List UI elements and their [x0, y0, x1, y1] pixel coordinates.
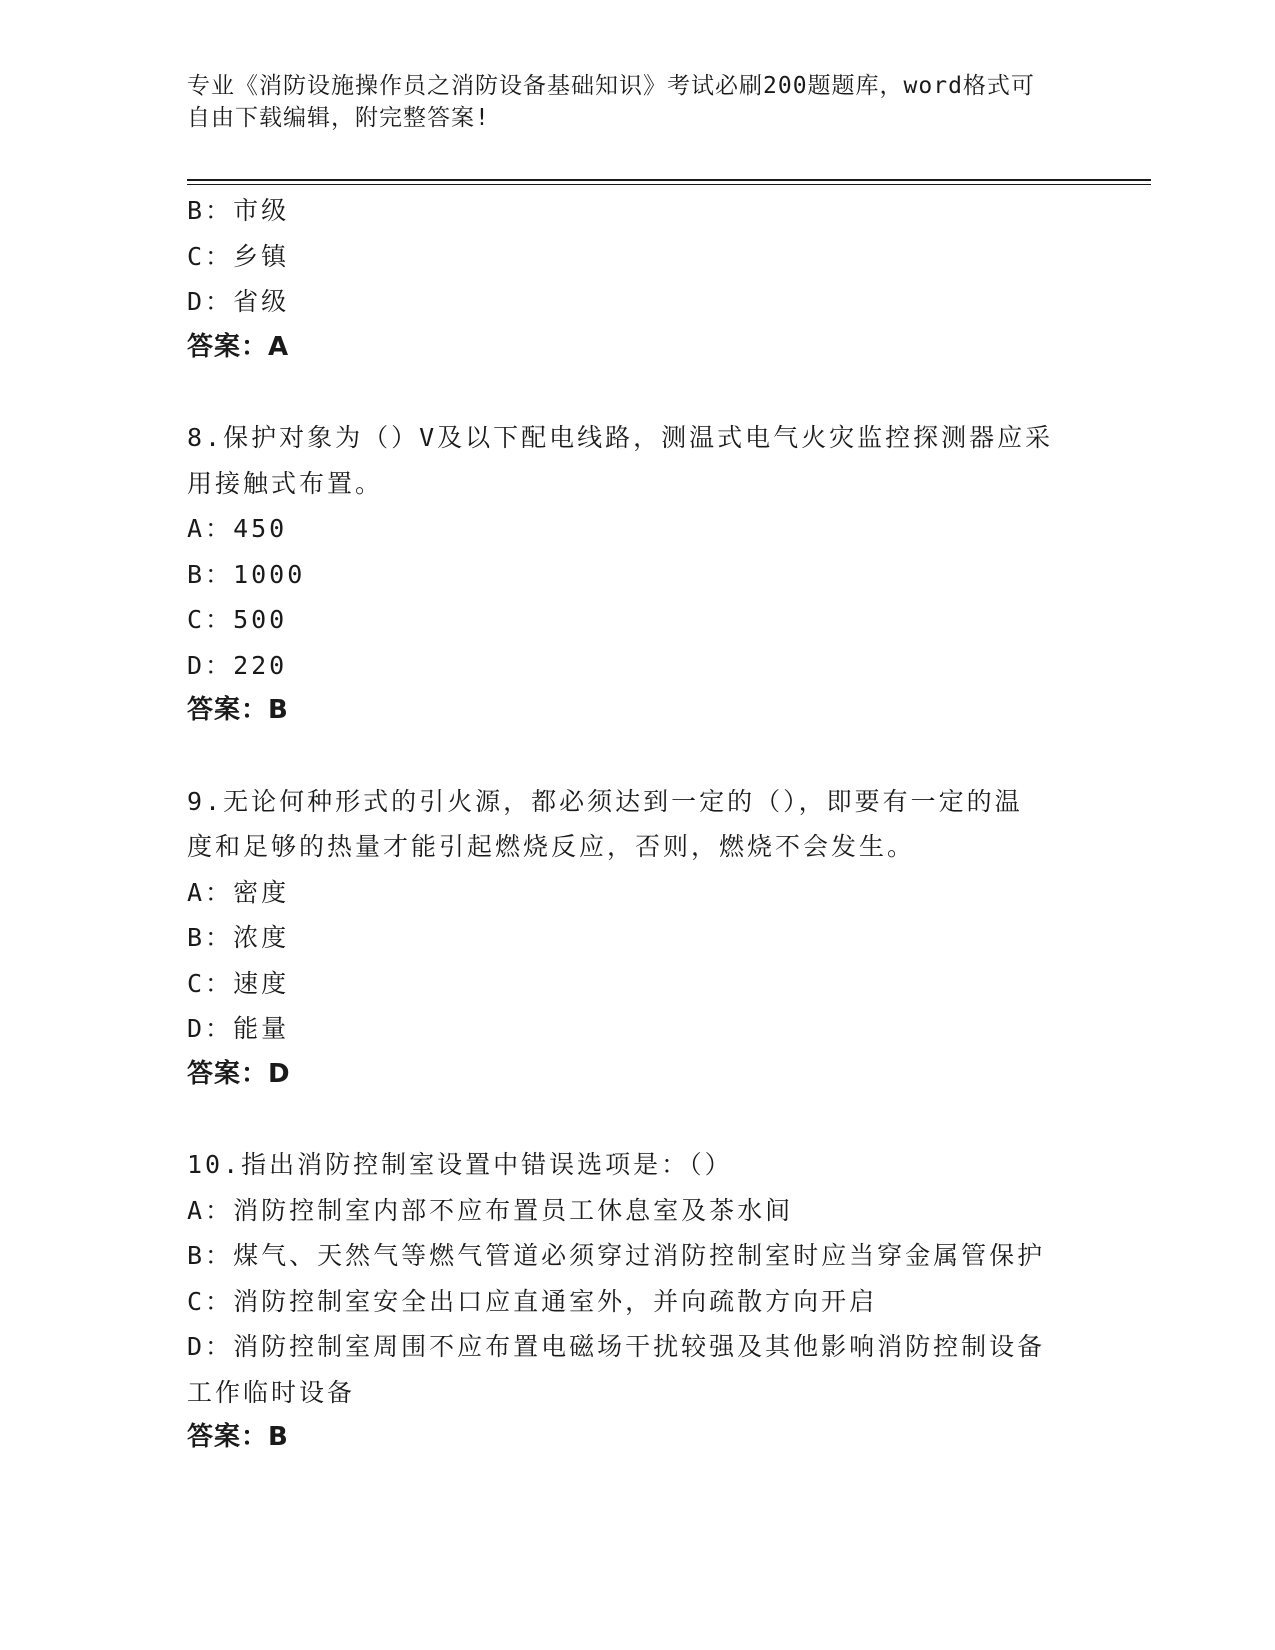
page-header	[187, 70, 1087, 134]
option-b: B：浓度	[187, 923, 290, 952]
option-d: D：220	[187, 650, 288, 680]
option-d: D：省级	[187, 287, 290, 316]
header-divider-thin	[187, 184, 1151, 185]
spacer	[187, 370, 1087, 415]
option-a: A：密度	[187, 877, 290, 907]
option-a: A：消防控制室内部不应布置员工休息室及茶水间	[187, 1195, 794, 1225]
option-c: C：消防控制室安全出口应直通室外，并向疏散方向开启	[187, 1286, 878, 1316]
answer: 答案：B	[187, 1422, 289, 1452]
answer: 答案：A	[187, 331, 290, 362]
header-line-2: 自由下载编辑，附完整答案!	[187, 105, 490, 131]
option-c: C：500	[187, 605, 288, 634]
question-7-options	[187, 188, 1087, 370]
spacer	[187, 734, 1087, 779]
option-d: D：能量	[187, 1014, 290, 1043]
question-text-continued: 用接触式布置。	[187, 468, 384, 498]
answer: 答案：B	[187, 695, 289, 725]
header-divider-thick	[187, 179, 1151, 181]
question-text: 8.保护对象为（）V及以下配电线路，测温式电气火灾监控探测器应采	[187, 423, 1054, 452]
option-c: C：乡镇	[187, 241, 290, 271]
question-text-continued: 度和足够的热量才能引起燃烧反应，否则，燃烧不会发生。	[187, 832, 916, 861]
question-9	[187, 779, 1087, 1098]
option-a: A：450	[187, 514, 288, 543]
spacer	[187, 1097, 1087, 1142]
document-body	[187, 188, 1087, 1461]
answer: 答案：D	[187, 1058, 291, 1089]
header-line-1: 专业《消防设施操作员之消防设备基础知识》考试必刷200题题库，word格式可	[187, 73, 1035, 99]
question-text: 9.无论何种形式的引火源，都必须达到一定的（），即要有一定的温	[187, 786, 1023, 816]
question-text: 10.指出消防控制室设置中错误选项是：（）	[187, 1150, 733, 1179]
option-c: C：速度	[187, 968, 290, 998]
option-b: B：市级	[187, 196, 290, 225]
question-8	[187, 415, 1087, 734]
question-10	[187, 1142, 1087, 1461]
option-b: B：1000	[187, 559, 306, 589]
option-d-continued: 工作临时设备	[187, 1377, 356, 1407]
option-b: B：煤气、天然气等燃气管道必须穿过消防控制室时应当穿金属管保护	[187, 1241, 1046, 1270]
option-d: D：消防控制室周围不应布置电磁场干扰较强及其他影响消防控制设备	[187, 1332, 1046, 1361]
